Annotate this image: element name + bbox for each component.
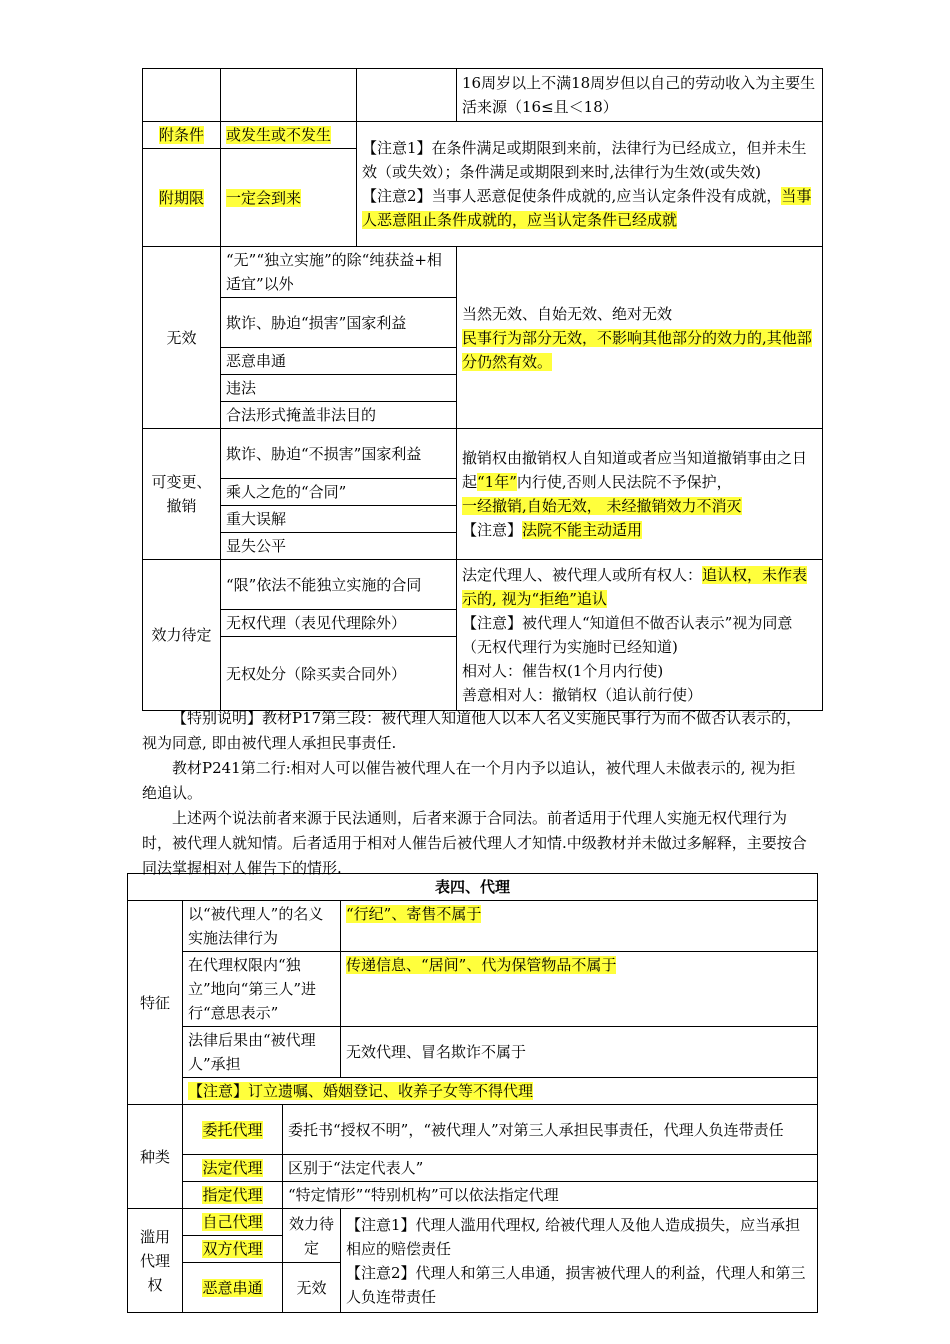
- abuse-item-2: 双方代理: [202, 1240, 263, 1258]
- abuse-label: 滥用代理权: [128, 1209, 183, 1313]
- conditional-note-2-highlight: 当事人恶意阻止条件成就的，应当认定条件已经成就: [362, 187, 812, 229]
- void-item-1: “无”“独立实施”的除“纯获益+相适宜”以外: [221, 247, 457, 298]
- features-attention-cell: [183, 1078, 818, 1105]
- voidable-desc-c: 内行使,否则人民法院不予保护，: [516, 473, 732, 491]
- table-row: [128, 901, 818, 952]
- feature-note-2-cell: [341, 952, 818, 1027]
- conditional-label-cell: [143, 122, 221, 149]
- feature-note-1-cell: [341, 901, 818, 952]
- voidable-desc-cell: [457, 429, 823, 560]
- term-label: 附期限: [158, 188, 204, 207]
- pending-desc-c: 【注意】被代理人“知道但不做否认表示”视为同意（无权代理行为实施时已经知道): [462, 614, 793, 656]
- type-name-2-cell: [183, 1155, 283, 1182]
- age-condition-cell: 16周岁以上不满18周岁但以自己的劳动收入为主要生活来源（16≤且＜18）: [457, 69, 823, 122]
- empty-cell: [221, 69, 357, 122]
- voidable-desc-b: “1年”: [477, 473, 517, 491]
- abuse-item-1-cell: [183, 1209, 283, 1236]
- pending-desc-e: 善意相对人：撤销权（追认前行使）: [462, 686, 703, 704]
- feature-note-1: “行纪”、寄售不属于: [346, 905, 482, 923]
- voidable-desc-d: 一经撤销,自始无效， 未经撤销效力不消灭: [462, 497, 742, 515]
- feature-item-1: 以“被代理人”的名义实施法律行为: [183, 901, 341, 952]
- voidable-desc-f: 法院不能主动适用: [522, 521, 643, 539]
- type-name-1-cell: [183, 1105, 283, 1155]
- type-desc-3: “特定情形”“特别机构”可以依法指定代理: [283, 1182, 818, 1209]
- table-row: [128, 1027, 818, 1078]
- table-row: [128, 1078, 818, 1105]
- pending-item-3: 无权处分（除买卖合同外）: [221, 637, 457, 711]
- void-desc-2-wrap: [462, 326, 817, 374]
- void-item-2: 欺诈、胁迫“损害”国家利益: [221, 298, 457, 348]
- void-item-4: 违法: [221, 375, 457, 402]
- table-title: 表四、代理: [128, 874, 818, 901]
- type-name-3-cell: [183, 1182, 283, 1209]
- table-row: [128, 1155, 818, 1182]
- abuse-note-2: 【注意2】代理人和第三人串通，损害被代理人的利益，代理人和第三人负连带责任: [346, 1263, 806, 1306]
- abuse-note-1: 【注意1】代理人滥用代理权, 给被代理人及他人造成损失，应当承担相应的赔偿责任: [346, 1215, 801, 1258]
- type-name-2: 法定代理: [202, 1159, 263, 1177]
- types-label: 种类: [128, 1105, 183, 1209]
- pending-desc-a: 法定代理人、被代理人或所有权人：: [462, 566, 703, 584]
- pending-label: 效力待定: [143, 560, 221, 711]
- term-value: 一定会到来: [226, 188, 302, 207]
- table-row: [128, 874, 818, 901]
- abuse-item-3-cell: [183, 1263, 283, 1313]
- void-desc-2: 民事行为部分无效，不影响其他部分的效力的,其他部分仍然有效。: [462, 328, 812, 371]
- table-row: [128, 1105, 818, 1155]
- type-desc-1: 委托书“授权不明”，“被代理人”对第三人承担民事责任，代理人负连带责任: [283, 1105, 818, 1155]
- abuse-item-1: 自己代理: [202, 1213, 263, 1231]
- abuse-effect-void: 无效: [283, 1263, 341, 1313]
- conditional-note-2: [362, 184, 817, 232]
- void-desc-1: 当然无效、自始无效、绝对无效: [462, 304, 673, 323]
- table-row: [143, 69, 823, 122]
- voidable-item-1: 欺诈、胁迫“不损害”国家利益: [221, 429, 457, 479]
- abuse-item-2-cell: [183, 1236, 283, 1263]
- abuse-effect-pending: 效力待定: [283, 1209, 341, 1263]
- explanation-paragraph: 上述两个说法前者来源于民法通则，后者来源于合同法。前者适用于代理人实施无权代理行为时，被代理人就知情。后者适用于相对人催告后被代理人才知情.中级教材并未做过多解释，主要按合同法掌握相对人催告下的情形.: [142, 809, 807, 877]
- special-note-paragraph: 【特别说明】教材P17第三段：被代理人知道他人以本人名义实施民事行为而不做否认表示的，视为同意, 即由被代理人承担民事责任.: [142, 709, 802, 752]
- abuse-item-3: 恶意串通: [202, 1278, 263, 1297]
- voidable-item-2: 乘人之危的“合同”: [221, 479, 457, 506]
- features-label: 特征: [128, 901, 183, 1105]
- pending-desc-d: 相对人：催告权(1个月内行使): [462, 662, 664, 680]
- table-row: [143, 247, 823, 298]
- type-desc-2: 区别于“法定代表人”: [283, 1155, 818, 1182]
- feature-note-3: 无效代理、冒名欺诈不属于: [341, 1027, 818, 1078]
- pending-item-2: 无权代理（表见代理除外）: [221, 610, 457, 637]
- feature-note-2: 传递信息、“居间”、代为保管物品不属于: [346, 956, 617, 974]
- conditional-note-1: 【注意1】在条件满足或期限到来前，法律行为已经成立，但并未生效（或失效）；条件满足或期限到来时,法律行为生效(或失效): [362, 139, 807, 181]
- voidable-desc-a: 撤销权由撤销权人自知道或者应当知道撤销事由之日起: [462, 449, 808, 491]
- validity-table: [142, 68, 823, 711]
- conditional-notes-cell: [357, 122, 823, 247]
- conditional-value-cell: [221, 122, 357, 149]
- table-row: [128, 1209, 818, 1236]
- void-item-5: 合法形式掩盖非法目的: [221, 402, 457, 429]
- features-attention: 【注意】订立遗嘱、婚姻登记、收养子女等不得代理: [188, 1082, 534, 1100]
- pending-desc-cell: [457, 560, 823, 711]
- table-row: [143, 429, 823, 479]
- voidable-label: 可变更、撤销: [143, 429, 221, 560]
- empty-cell: [357, 69, 457, 122]
- term-label-cell: [143, 149, 221, 247]
- abuse-notes-cell: [341, 1209, 818, 1313]
- table-row: [128, 952, 818, 1027]
- agency-table: [127, 873, 818, 1313]
- term-value-cell: [221, 149, 357, 247]
- void-item-3: 恶意串通: [221, 348, 457, 375]
- type-name-1: 委托代理: [202, 1120, 263, 1139]
- pending-desc-b: 追认权，未作表示的, 视为“拒绝”追认: [462, 566, 808, 608]
- voidable-desc-e: 【注意】: [462, 521, 523, 539]
- void-desc-cell: [457, 247, 823, 429]
- void-label: 无效: [143, 247, 221, 429]
- table-row: [143, 122, 823, 149]
- feature-item-2: 在代理权限内“独立”地向“第三人”进行“意思表示”: [183, 952, 341, 1027]
- pending-item-1: “限”依法不能独立实施的合同: [221, 560, 457, 610]
- feature-item-3: 法律后果由“被代理人”承担: [183, 1027, 341, 1078]
- conditional-label: 附条件: [158, 126, 204, 144]
- conditional-value: 或发生或不发生: [226, 126, 332, 144]
- textbook-note-paragraph: 教材P241第二行:相对人可以催告被代理人在一个月内予以追认，被代理人未做表示的, 视为拒绝追认。: [142, 759, 796, 802]
- table-row: [143, 560, 823, 610]
- table-row: [128, 1182, 818, 1209]
- conditional-note-2-text: 【注意2】当事人恶意促使条件成就的,应当认定条件没有成就，: [362, 187, 782, 205]
- voidable-item-4: 显失公平: [221, 533, 457, 560]
- voidable-item-3: 重大误解: [221, 506, 457, 533]
- empty-cell: [143, 69, 221, 122]
- type-name-3: 指定代理: [202, 1186, 263, 1204]
